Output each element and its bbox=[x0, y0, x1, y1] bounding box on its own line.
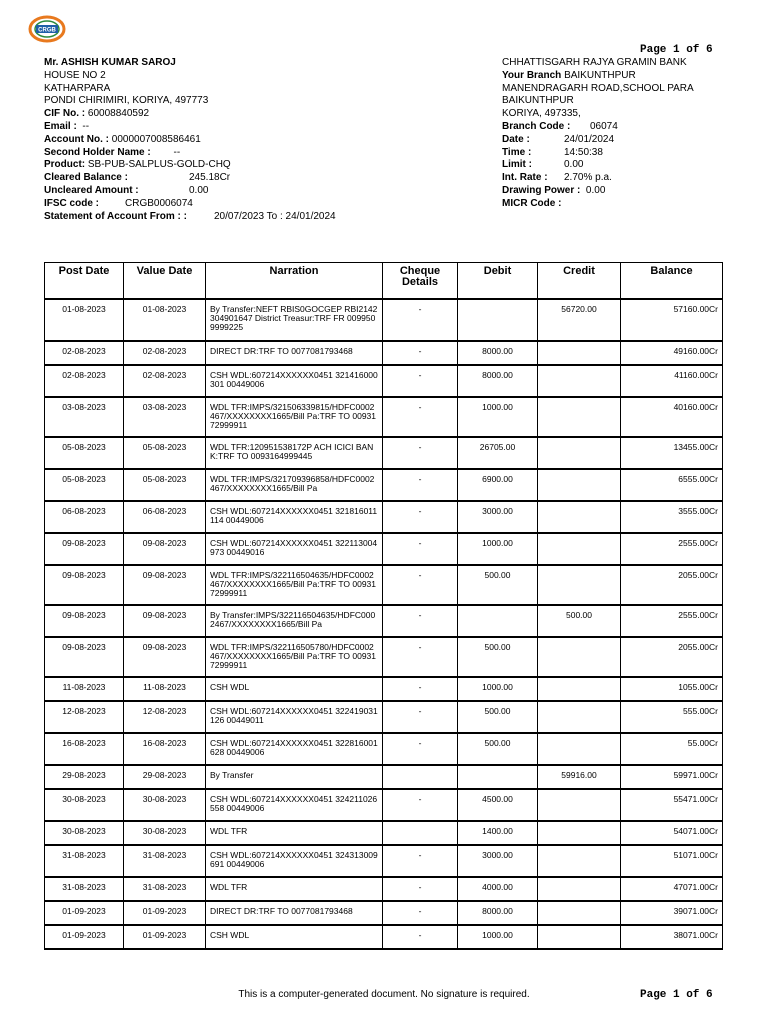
cell-narration: CSH WDL:607214XXXXXX0451 322113004973 00449016 bbox=[206, 533, 383, 565]
cell-debit: 500.00 bbox=[458, 565, 538, 605]
cell-value-date: 31-08-2023 bbox=[124, 845, 206, 877]
cell-balance: 51071.00Cr bbox=[621, 845, 723, 877]
cell-post-date: 29-08-2023 bbox=[45, 765, 124, 789]
table-row bbox=[45, 789, 723, 821]
cell-debit: 6900.00 bbox=[458, 469, 538, 501]
limit-value: 0.00 bbox=[564, 159, 584, 171]
table-row bbox=[45, 877, 723, 901]
table-row bbox=[45, 605, 723, 637]
cell-post-date: 31-08-2023 bbox=[45, 845, 124, 877]
cell-debit: 500.00 bbox=[458, 733, 538, 765]
cell-cheque-details bbox=[383, 765, 458, 789]
cell-post-date: 02-08-2023 bbox=[45, 365, 124, 397]
cell-balance: 40160.00Cr bbox=[621, 397, 723, 437]
cell-narration: By Transfer:IMPS/322116504635/HDFC0002467/XXXXXXXX1665/Bill Pa bbox=[206, 605, 383, 637]
cell-credit bbox=[538, 637, 621, 677]
cell-narration: WDL TFR bbox=[206, 877, 383, 901]
cell-balance: 2555.00Cr bbox=[621, 605, 723, 637]
cell-narration: CSH WDL:607214XXXXXX0451 321816011114 00449006 bbox=[206, 501, 383, 533]
cell-value-date: 16-08-2023 bbox=[124, 733, 206, 765]
cell-credit bbox=[538, 365, 621, 397]
cell-balance: 2055.00Cr bbox=[621, 637, 723, 677]
cell-credit bbox=[538, 701, 621, 733]
cell-credit: 56720.00 bbox=[538, 299, 621, 341]
cell-debit bbox=[458, 605, 538, 637]
cell-cheque-details: - bbox=[383, 901, 458, 925]
table-row bbox=[45, 341, 723, 365]
cell-cheque-details: - bbox=[383, 845, 458, 877]
cell-narration: WDL TFR:IMPS/322116504635/HDFC0002467/XXXXXXXX1665/Bill Pa:TRF TO 0093172999911 bbox=[206, 565, 383, 605]
cell-cheque-details bbox=[383, 821, 458, 845]
cell-post-date: 05-08-2023 bbox=[45, 437, 124, 469]
cell-narration: WDL TFR:IMPS/322116505780/HDFC0002467/XXXXXXXX1665/Bill Pa:TRF TO 0093172999911 bbox=[206, 637, 383, 677]
cell-balance: 2055.00Cr bbox=[621, 565, 723, 605]
cell-balance: 39071.00Cr bbox=[621, 901, 723, 925]
cell-post-date: 02-08-2023 bbox=[45, 341, 124, 365]
cell-credit bbox=[538, 845, 621, 877]
cell-debit: 3000.00 bbox=[458, 501, 538, 533]
cell-narration: By Transfer bbox=[206, 765, 383, 789]
ifsc-value: CRGB0006074 bbox=[125, 197, 193, 209]
time-label: Time : bbox=[502, 146, 532, 158]
cell-debit: 8000.00 bbox=[458, 341, 538, 365]
date-label: Date : bbox=[502, 133, 530, 145]
cell-cheque-details: - bbox=[383, 365, 458, 397]
bank-name: CHHATTISGARH RAJYA GRAMIN BANK bbox=[502, 57, 687, 68]
cell-post-date: 09-08-2023 bbox=[45, 565, 124, 605]
cell-balance: 59971.00Cr bbox=[621, 765, 723, 789]
cell-debit: 500.00 bbox=[458, 637, 538, 677]
cell-debit: 1400.00 bbox=[458, 821, 538, 845]
cell-credit bbox=[538, 397, 621, 437]
table-row bbox=[45, 299, 723, 341]
account-label: Account No. : bbox=[44, 133, 109, 145]
email-value: -- bbox=[82, 120, 90, 132]
table-header-row bbox=[45, 263, 723, 300]
account-value: 0000007008586461 bbox=[111, 133, 201, 145]
table-row bbox=[45, 845, 723, 877]
cell-post-date: 30-08-2023 bbox=[45, 789, 124, 821]
limit-label: Limit : bbox=[502, 159, 532, 171]
cell-debit bbox=[458, 299, 538, 341]
cell-narration: CSH WDL:607214XXXXXX0451 322419031126 00449011 bbox=[206, 701, 383, 733]
cell-credit bbox=[538, 341, 621, 365]
cell-balance: 2555.00Cr bbox=[621, 533, 723, 565]
cell-balance: 55.00Cr bbox=[621, 733, 723, 765]
cell-value-date: 30-08-2023 bbox=[124, 821, 206, 845]
period-label: Statement of Account From : : bbox=[44, 210, 187, 222]
cell-credit bbox=[538, 925, 621, 949]
product-label: Product: bbox=[44, 159, 86, 171]
branch-label: Your Branch bbox=[502, 69, 562, 81]
product-value: SB-PUB-SALPLUS-GOLD-CHQ bbox=[87, 159, 231, 171]
header-narration: Narration bbox=[206, 263, 383, 300]
cell-value-date: 30-08-2023 bbox=[124, 789, 206, 821]
cell-cheque-details: - bbox=[383, 397, 458, 437]
cell-balance: 13455.00Cr bbox=[621, 437, 723, 469]
cell-credit: 59916.00 bbox=[538, 765, 621, 789]
header-cheque-details: Cheque Details bbox=[383, 263, 458, 300]
cell-credit bbox=[538, 789, 621, 821]
table-row bbox=[45, 469, 723, 501]
cell-balance: 55471.00Cr bbox=[621, 789, 723, 821]
cell-value-date: 09-08-2023 bbox=[124, 605, 206, 637]
cell-balance: 41160.00Cr bbox=[621, 365, 723, 397]
cell-value-date: 02-08-2023 bbox=[124, 341, 206, 365]
cell-post-date: 03-08-2023 bbox=[45, 397, 124, 437]
header-credit: Credit bbox=[538, 263, 621, 300]
cell-narration: DIRECT DR:TRF TO 0077081793468 bbox=[206, 901, 383, 925]
cell-value-date: 09-08-2023 bbox=[124, 533, 206, 565]
table-row bbox=[45, 397, 723, 437]
footer-note: This is a computer-generated document. No signature is required. bbox=[238, 989, 530, 1000]
cell-balance: 57160.00Cr bbox=[621, 299, 723, 341]
cell-value-date: 01-09-2023 bbox=[124, 901, 206, 925]
cell-credit bbox=[538, 533, 621, 565]
cell-value-date: 05-08-2023 bbox=[124, 437, 206, 469]
cell-debit: 1000.00 bbox=[458, 925, 538, 949]
cell-cheque-details: - bbox=[383, 677, 458, 701]
cell-cheque-details: - bbox=[383, 469, 458, 501]
branch-address-line: KORIYA, 497335, bbox=[502, 108, 581, 120]
table-row bbox=[45, 821, 723, 845]
header-debit: Debit bbox=[458, 263, 538, 300]
cell-credit: 500.00 bbox=[538, 605, 621, 637]
cell-post-date: 01-08-2023 bbox=[45, 299, 124, 341]
table-row bbox=[45, 533, 723, 565]
second-holder-label: Second Holder Name : bbox=[44, 146, 151, 158]
cell-credit bbox=[538, 437, 621, 469]
cell-narration: CSH WDL:607214XXXXXX0451 324313009691 00449006 bbox=[206, 845, 383, 877]
cleared-balance-label: Cleared Balance : bbox=[44, 172, 128, 184]
header-value-date: Value Date bbox=[124, 263, 206, 300]
branch-code-label: Branch Code : bbox=[502, 120, 571, 132]
cell-post-date: 06-08-2023 bbox=[45, 501, 124, 533]
cleared-balance-value: 245.18Cr bbox=[189, 172, 231, 184]
email-label: Email : bbox=[44, 120, 77, 132]
cell-balance: 3555.00Cr bbox=[621, 501, 723, 533]
branch-value: BAIKUNTHPUR bbox=[564, 69, 636, 81]
cell-post-date: 01-09-2023 bbox=[45, 925, 124, 949]
interest-rate-label: Int. Rate : bbox=[502, 172, 548, 184]
cell-narration: CSH WDL:607214XXXXXX0451 322816001628 00449006 bbox=[206, 733, 383, 765]
cell-debit: 4000.00 bbox=[458, 877, 538, 901]
cell-narration: By Transfer:NEFT RBIS0GOCGEP RBI2142304901647 District Treasur:TRF FR 0099509999225 bbox=[206, 299, 383, 341]
ifsc-label: IFSC code : bbox=[44, 197, 100, 209]
cell-narration: DIRECT DR:TRF TO 0077081793468 bbox=[206, 341, 383, 365]
header-balance: Balance bbox=[621, 263, 723, 300]
cell-value-date: 11-08-2023 bbox=[124, 677, 206, 701]
interest-rate-value: 2.70% p.a. bbox=[564, 172, 612, 184]
cell-value-date: 03-08-2023 bbox=[124, 397, 206, 437]
cell-post-date: 11-08-2023 bbox=[45, 677, 124, 701]
cell-debit: 1000.00 bbox=[458, 533, 538, 565]
cell-value-date: 05-08-2023 bbox=[124, 469, 206, 501]
cell-narration: CSH WDL bbox=[206, 925, 383, 949]
cif-label: CIF No. : bbox=[44, 108, 86, 120]
cell-credit bbox=[538, 677, 621, 701]
address-line: PONDI CHIRIMIRI, KORIYA, 497773 bbox=[44, 95, 209, 107]
cell-value-date: 02-08-2023 bbox=[124, 365, 206, 397]
table-row bbox=[45, 925, 723, 949]
cell-cheque-details: - bbox=[383, 501, 458, 533]
cell-cheque-details: - bbox=[383, 565, 458, 605]
date-value: 24/01/2024 bbox=[564, 133, 615, 145]
cell-cheque-details: - bbox=[383, 877, 458, 901]
drawing-power-value: 0.00 bbox=[585, 184, 606, 196]
cell-credit bbox=[538, 901, 621, 925]
table-row bbox=[45, 765, 723, 789]
cell-debit: 8000.00 bbox=[458, 365, 538, 397]
second-holder-value: -- bbox=[173, 146, 181, 158]
table-row bbox=[45, 901, 723, 925]
cell-balance: 1055.00Cr bbox=[621, 677, 723, 701]
cell-credit bbox=[538, 877, 621, 901]
cell-cheque-details: - bbox=[383, 637, 458, 677]
micr-label: MICR Code : bbox=[502, 197, 562, 209]
address-line: HOUSE NO 2 bbox=[44, 69, 106, 81]
cell-cheque-details: - bbox=[383, 437, 458, 469]
cell-post-date: 09-08-2023 bbox=[45, 533, 124, 565]
address-line: KATHARPARA bbox=[44, 82, 111, 94]
cell-credit bbox=[538, 733, 621, 765]
cell-debit: 26705.00 bbox=[458, 437, 538, 469]
table-row bbox=[45, 701, 723, 733]
cell-cheque-details: - bbox=[383, 789, 458, 821]
cell-value-date: 06-08-2023 bbox=[124, 501, 206, 533]
cell-debit: 8000.00 bbox=[458, 901, 538, 925]
cell-balance: 54071.00Cr bbox=[621, 821, 723, 845]
cell-value-date: 01-09-2023 bbox=[124, 925, 206, 949]
cif-value: 60008840592 bbox=[87, 108, 150, 120]
cell-cheque-details: - bbox=[383, 605, 458, 637]
cell-post-date: 01-09-2023 bbox=[45, 901, 124, 925]
cell-cheque-details: - bbox=[383, 733, 458, 765]
cell-cheque-details: - bbox=[383, 701, 458, 733]
bank-logo bbox=[28, 15, 66, 43]
cell-narration: WDL TFR:120951538172P ACH ICICI BANK:TRF TO 0093164999445 bbox=[206, 437, 383, 469]
cell-debit: 500.00 bbox=[458, 701, 538, 733]
cell-post-date: 09-08-2023 bbox=[45, 637, 124, 677]
cell-cheque-details: - bbox=[383, 341, 458, 365]
table-row bbox=[45, 501, 723, 533]
cell-debit bbox=[458, 765, 538, 789]
cell-debit: 1000.00 bbox=[458, 677, 538, 701]
header-post-date: Post Date bbox=[45, 263, 124, 300]
table-row bbox=[45, 677, 723, 701]
customer-name: Mr. ASHISH KUMAR SAROJ bbox=[44, 57, 176, 68]
cell-credit bbox=[538, 501, 621, 533]
cell-post-date: 31-08-2023 bbox=[45, 877, 124, 901]
table-row bbox=[45, 565, 723, 605]
branch-address-line: BAIKUNTHPUR bbox=[502, 95, 574, 107]
branch-address-line: MANENDRAGARH ROAD,SCHOOL PARA bbox=[502, 82, 694, 94]
cell-post-date: 09-08-2023 bbox=[45, 605, 124, 637]
cell-value-date: 29-08-2023 bbox=[124, 765, 206, 789]
cell-debit: 4500.00 bbox=[458, 789, 538, 821]
page-number-bottom: Page 1 of 6 bbox=[640, 989, 713, 1001]
cell-debit: 1000.00 bbox=[458, 397, 538, 437]
table-row bbox=[45, 365, 723, 397]
cell-balance: 49160.00Cr bbox=[621, 341, 723, 365]
table-row bbox=[45, 437, 723, 469]
cell-credit bbox=[538, 821, 621, 845]
drawing-power-label: Drawing Power : bbox=[502, 184, 581, 196]
cell-post-date: 30-08-2023 bbox=[45, 821, 124, 845]
cell-value-date: 31-08-2023 bbox=[124, 877, 206, 901]
cell-post-date: 16-08-2023 bbox=[45, 733, 124, 765]
cell-narration: CSH WDL bbox=[206, 677, 383, 701]
cell-post-date: 05-08-2023 bbox=[45, 469, 124, 501]
time-value: 14:50:38 bbox=[564, 146, 603, 158]
cell-value-date: 01-08-2023 bbox=[124, 299, 206, 341]
cell-narration: WDL TFR:IMPS/321506339815/HDFC0002467/XXXXXXXX1665/Bill Pa:TRF TO 0093172999911 bbox=[206, 397, 383, 437]
cell-narration: CSH WDL:607214XXXXXX0451 321416000301 00449006 bbox=[206, 365, 383, 397]
page-number-top: Page 1 of 6 bbox=[640, 44, 713, 56]
cell-cheque-details: - bbox=[383, 925, 458, 949]
cell-value-date: 09-08-2023 bbox=[124, 637, 206, 677]
uncleared-amount-value: 0.00 bbox=[189, 184, 209, 196]
cell-narration: CSH WDL:607214XXXXXX0451 324211026558 00449006 bbox=[206, 789, 383, 821]
table-row bbox=[45, 733, 723, 765]
statement-table bbox=[44, 262, 723, 950]
cell-narration: WDL TFR:IMPS/321709396858/HDFC0002467/XXXXXXXX1665/Bill Pa bbox=[206, 469, 383, 501]
cell-balance: 47071.00Cr bbox=[621, 877, 723, 901]
customer-info bbox=[44, 57, 444, 223]
cell-credit bbox=[538, 565, 621, 605]
cell-credit bbox=[538, 469, 621, 501]
cell-narration: WDL TFR bbox=[206, 821, 383, 845]
cell-cheque-details: - bbox=[383, 299, 458, 341]
cell-value-date: 12-08-2023 bbox=[124, 701, 206, 733]
table-row bbox=[45, 637, 723, 677]
bank-logo-text: CRGB bbox=[38, 27, 56, 34]
branch-info bbox=[502, 57, 742, 211]
cell-balance: 555.00Cr bbox=[621, 701, 723, 733]
cell-balance: 38071.00Cr bbox=[621, 925, 723, 949]
cell-debit: 3000.00 bbox=[458, 845, 538, 877]
uncleared-amount-label: Uncleared Amount : bbox=[44, 184, 139, 196]
cell-post-date: 12-08-2023 bbox=[45, 701, 124, 733]
cell-cheque-details: - bbox=[383, 533, 458, 565]
cell-balance: 6555.00Cr bbox=[621, 469, 723, 501]
period-value: 20/07/2023 To : 24/01/2024 bbox=[214, 210, 336, 222]
cell-value-date: 09-08-2023 bbox=[124, 565, 206, 605]
branch-code-value: 06074 bbox=[590, 120, 618, 132]
